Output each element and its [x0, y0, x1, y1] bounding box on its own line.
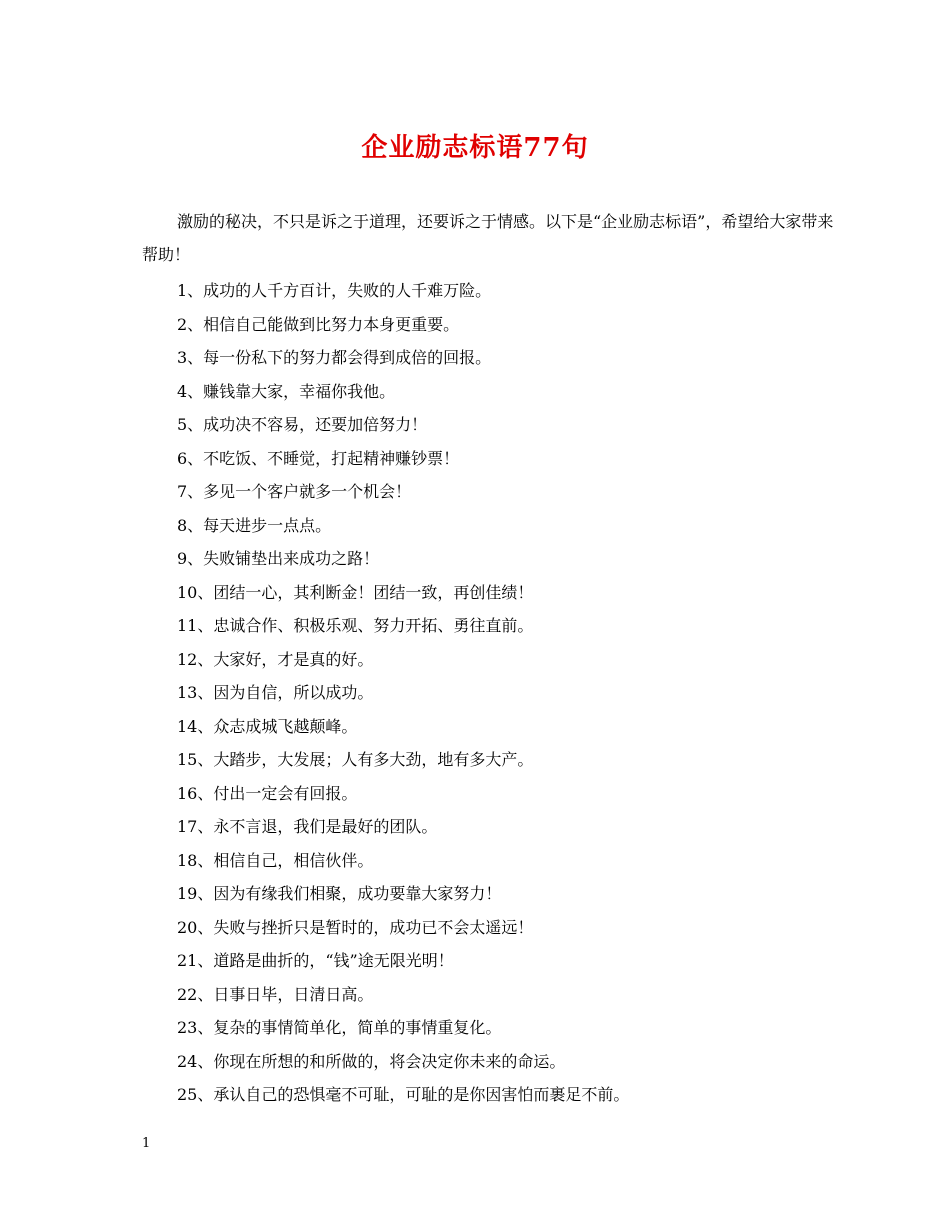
list-item: 15、大踏步，大发展；人有多大劲，地有多大产。: [177, 750, 534, 769]
list-item: 19、因为有缘我们相聚，成功要靠大家努力！: [177, 884, 502, 903]
list-item: 16、付出一定会有回报。: [177, 783, 358, 803]
slogan-list: [177, 274, 857, 1112]
list-item: 22、日事日毕，日清日高。: [177, 984, 374, 1004]
list-item: 20、失败与挫折只是暂时的，成功已不会太遥远！: [177, 917, 534, 937]
list-item: 9、失败铺垫出来成功之路！: [177, 549, 380, 568]
list-item: 7、多见一个客户就多一个机会！: [177, 482, 412, 501]
document-title: 企业励志标语77句: [361, 133, 589, 163]
list-item: 4、赚钱靠大家，幸福你我他。: [177, 381, 396, 401]
list-item: 13、因为自信，所以成功。: [177, 683, 374, 702]
list-item: 3、每一份私下的努力都会得到成倍的回报。: [177, 348, 492, 367]
list-item: 18、相信自己，相信伙伴。: [177, 850, 374, 870]
list-item: 21、道路是曲折的，“钱”途无限光明！: [177, 951, 454, 970]
list-item: 14、众志成城飞越颠峰。: [177, 716, 358, 736]
list-item: 2、相信自己能做到比努力本身更重要。: [177, 314, 460, 334]
list-item: 10、团结一心，其利断金！团结一致，再创佳绩！: [177, 582, 534, 602]
list-item: 17、永不言退，我们是最好的团队。: [177, 817, 438, 836]
list-item: 12、大家好，才是真的好。: [177, 649, 374, 669]
list-item: 24、你现在所想的和所做的，将会决定你未来的命运。: [177, 1051, 566, 1071]
list-item: 25、承认自己的恐惧毫不可耻，可耻的是你因害怕而裹足不前。: [177, 1085, 630, 1104]
intro-paragraph: 激励的秘决，不只是诉之于道理，还要诉之于情感。以下是“企业励志标语”，希望给大家带来帮助！: [142, 212, 834, 264]
list-item: 11、忠诚合作、积极乐观、努力开拓、勇往直前。: [177, 616, 534, 635]
list-item: 8、每天进步一点点。: [177, 515, 332, 535]
list-item: 5、成功决不容易，还要加倍努力！: [177, 415, 428, 434]
list-item: 23、复杂的事情简单化，简单的事情重复化。: [177, 1018, 502, 1037]
page-number: 1: [142, 1136, 151, 1151]
list-item: 1、成功的人千方百计，失败的人千难万险。: [177, 281, 492, 300]
list-item: 6、不吃饭、不睡觉，打起精神赚钞票！: [177, 448, 460, 468]
